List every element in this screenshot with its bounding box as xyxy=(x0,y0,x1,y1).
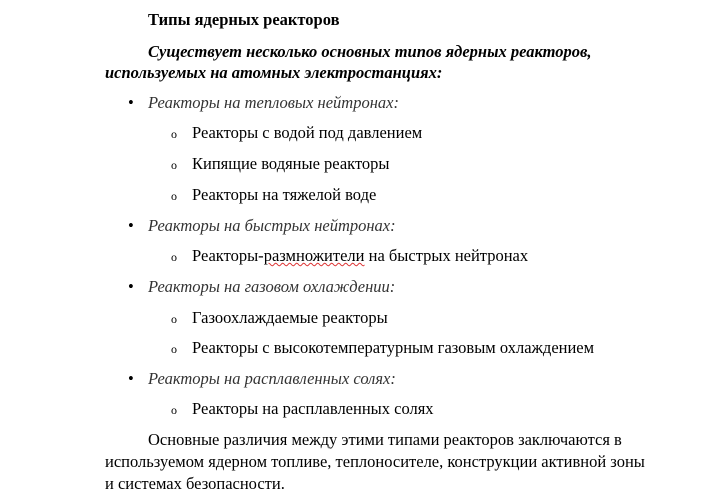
conclusion-line-1: Основные различия между этими типами реакторов заключаются в xyxy=(148,430,622,449)
intro-line-1: Существует несколько основных типов ядерных реакторов, xyxy=(148,42,592,61)
list-item: • Реакторы на газовом охлаждении: xyxy=(128,277,396,296)
intro-line-2: используемых на атомных электростанциях: xyxy=(105,63,443,82)
list-subitem: o Реакторы-размножители на быстрых нейтронах xyxy=(171,246,529,265)
circle-bullet-icon: o xyxy=(171,127,177,141)
circle-bullet-icon: o xyxy=(171,312,177,326)
circle-bullet-icon: o xyxy=(171,342,177,356)
spellcheck-word[interactable]: размножители xyxy=(263,246,365,265)
list-item: • Реакторы на тепловых нейтронах: xyxy=(128,93,399,112)
bullet-icon: • xyxy=(128,93,134,112)
list-subitem: o Газоохлаждаемые реакторы xyxy=(171,308,388,327)
circle-bullet-icon: o xyxy=(171,250,177,264)
bullet-icon: • xyxy=(128,277,134,296)
list-item: • Реакторы на расплавленных солях: xyxy=(128,369,396,388)
conclusion-line-3: и системах безопасности. xyxy=(105,474,285,493)
list-item: • Реакторы на быстрых нейтронах: xyxy=(128,216,396,235)
circle-bullet-icon: o xyxy=(171,158,177,172)
list-subitem: o Реакторы на тяжелой воде xyxy=(171,185,377,204)
bullet-icon: • xyxy=(128,369,134,388)
list-subitem: o Кипящие водяные реакторы xyxy=(171,154,390,173)
circle-bullet-icon: o xyxy=(171,403,177,417)
list-subitem: o Реакторы на расплавленных солях xyxy=(171,399,434,418)
list-subitem: o Реакторы с водой под давлением xyxy=(171,123,423,142)
bullet-icon: • xyxy=(128,216,134,235)
conclusion-line-2: используемом ядерном топливе, теплоносителе, конструкции активной зоны xyxy=(105,452,645,471)
list-subitem: o Реакторы с высокотемпературным газовым охлаждением xyxy=(171,338,595,357)
section-heading: Типы ядерных реакторов xyxy=(148,10,340,29)
circle-bullet-icon: o xyxy=(171,189,177,203)
